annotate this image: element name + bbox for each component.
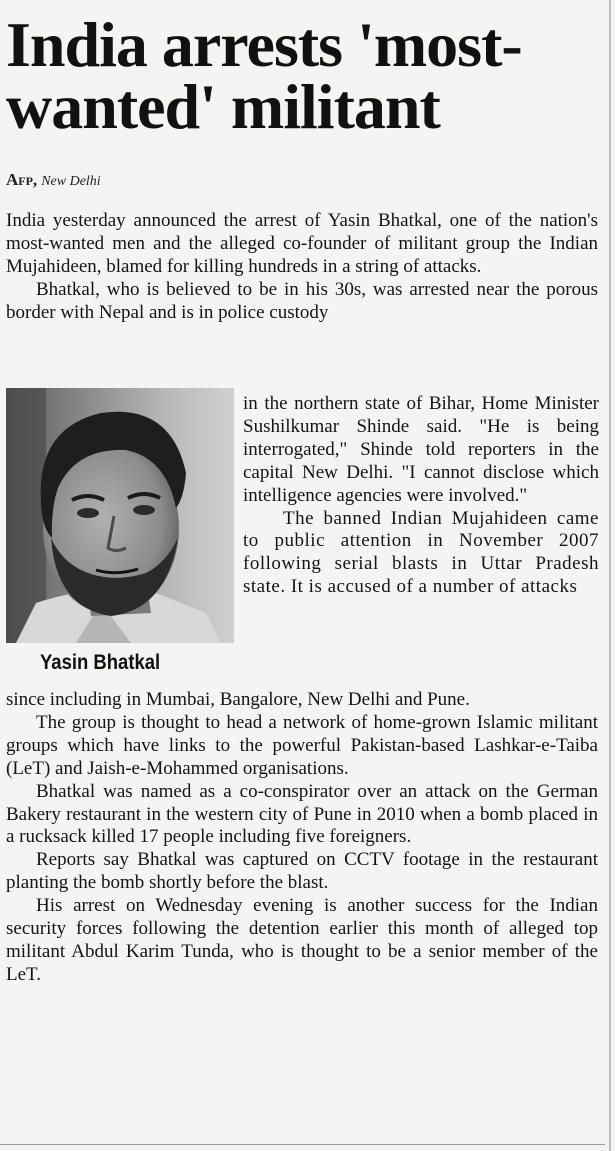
byline	[6, 170, 101, 192]
column-rule	[609, 0, 611, 1151]
portrait-image	[6, 388, 234, 643]
paragraph-3-wrap: The banned Indian Mujahideen came to public attention in November 2007 following serial blasts in Uttar Pradesh state. It is accused of a number of attacks	[243, 507, 599, 598]
headline-line-1: India arrests 'most-	[6, 9, 522, 80]
paragraph-5: Bhatkal was named as a co-conspirator over an attack on the German Bakery restaurant in the western city of Pune in 2010 when a bomb placed in a rucksack killed 17 people including five foreigners.	[6, 780, 598, 848]
paragraph-3-end: since including in Mumbai, Bangalore, New Delhi and Pune.	[6, 689, 470, 710]
bottom-rule	[0, 1144, 605, 1145]
byline-agency: Afp,	[6, 170, 38, 189]
article-body-wrap	[243, 393, 599, 599]
article-body-top	[6, 210, 598, 325]
photo-caption: Yasin Bhatkal	[40, 651, 161, 674]
paragraph-7: His arrest on Wednesday evening is another success for the Indian security forces following the detention earlier this month of alleged top militant Abdul Karim Tunda, who is thought to be a senior member of the LeT.	[6, 895, 598, 985]
paragraph-2-wrap: in the northern state of Bihar, Home Minister Sushilkumar Shinde said. "He is being interrogated," Shinde told reporters in the capital New Delhi. "I cannot disclose which intelligence agencies were involved."	[243, 393, 599, 506]
article-body-bottom	[6, 689, 598, 987]
paragraph-4: The group is thought to head a network of home-grown Islamic militant groups which have links to the powerful Pakistan-based Lashkar-e-Taiba (LeT) and Jaish-e-Mohammed organisations.	[6, 711, 598, 779]
paragraph-1: India yesterday announced the arrest of Yasin Bhatkal, one of the nation's most-wanted men and the alleged co-founder of militant group the Indian Mujahideen, blamed for killing hundreds in a string of attacks.	[6, 210, 598, 277]
photo-container	[6, 388, 234, 643]
headline-line-2: wanted' militant	[6, 71, 440, 142]
paragraph-2-start: Bhatkal, who is believed to be in his 30s, was arrested near the porous border with Nepal and is in police custody	[6, 278, 598, 323]
portrait-photo	[6, 388, 234, 643]
headline	[6, 9, 604, 142]
byline-dateline: New Delhi	[41, 174, 101, 189]
paragraph-6: Reports say Bhatkal was captured on CCTV footage in the restaurant planting the bomb shortly before the blast.	[6, 849, 598, 894]
